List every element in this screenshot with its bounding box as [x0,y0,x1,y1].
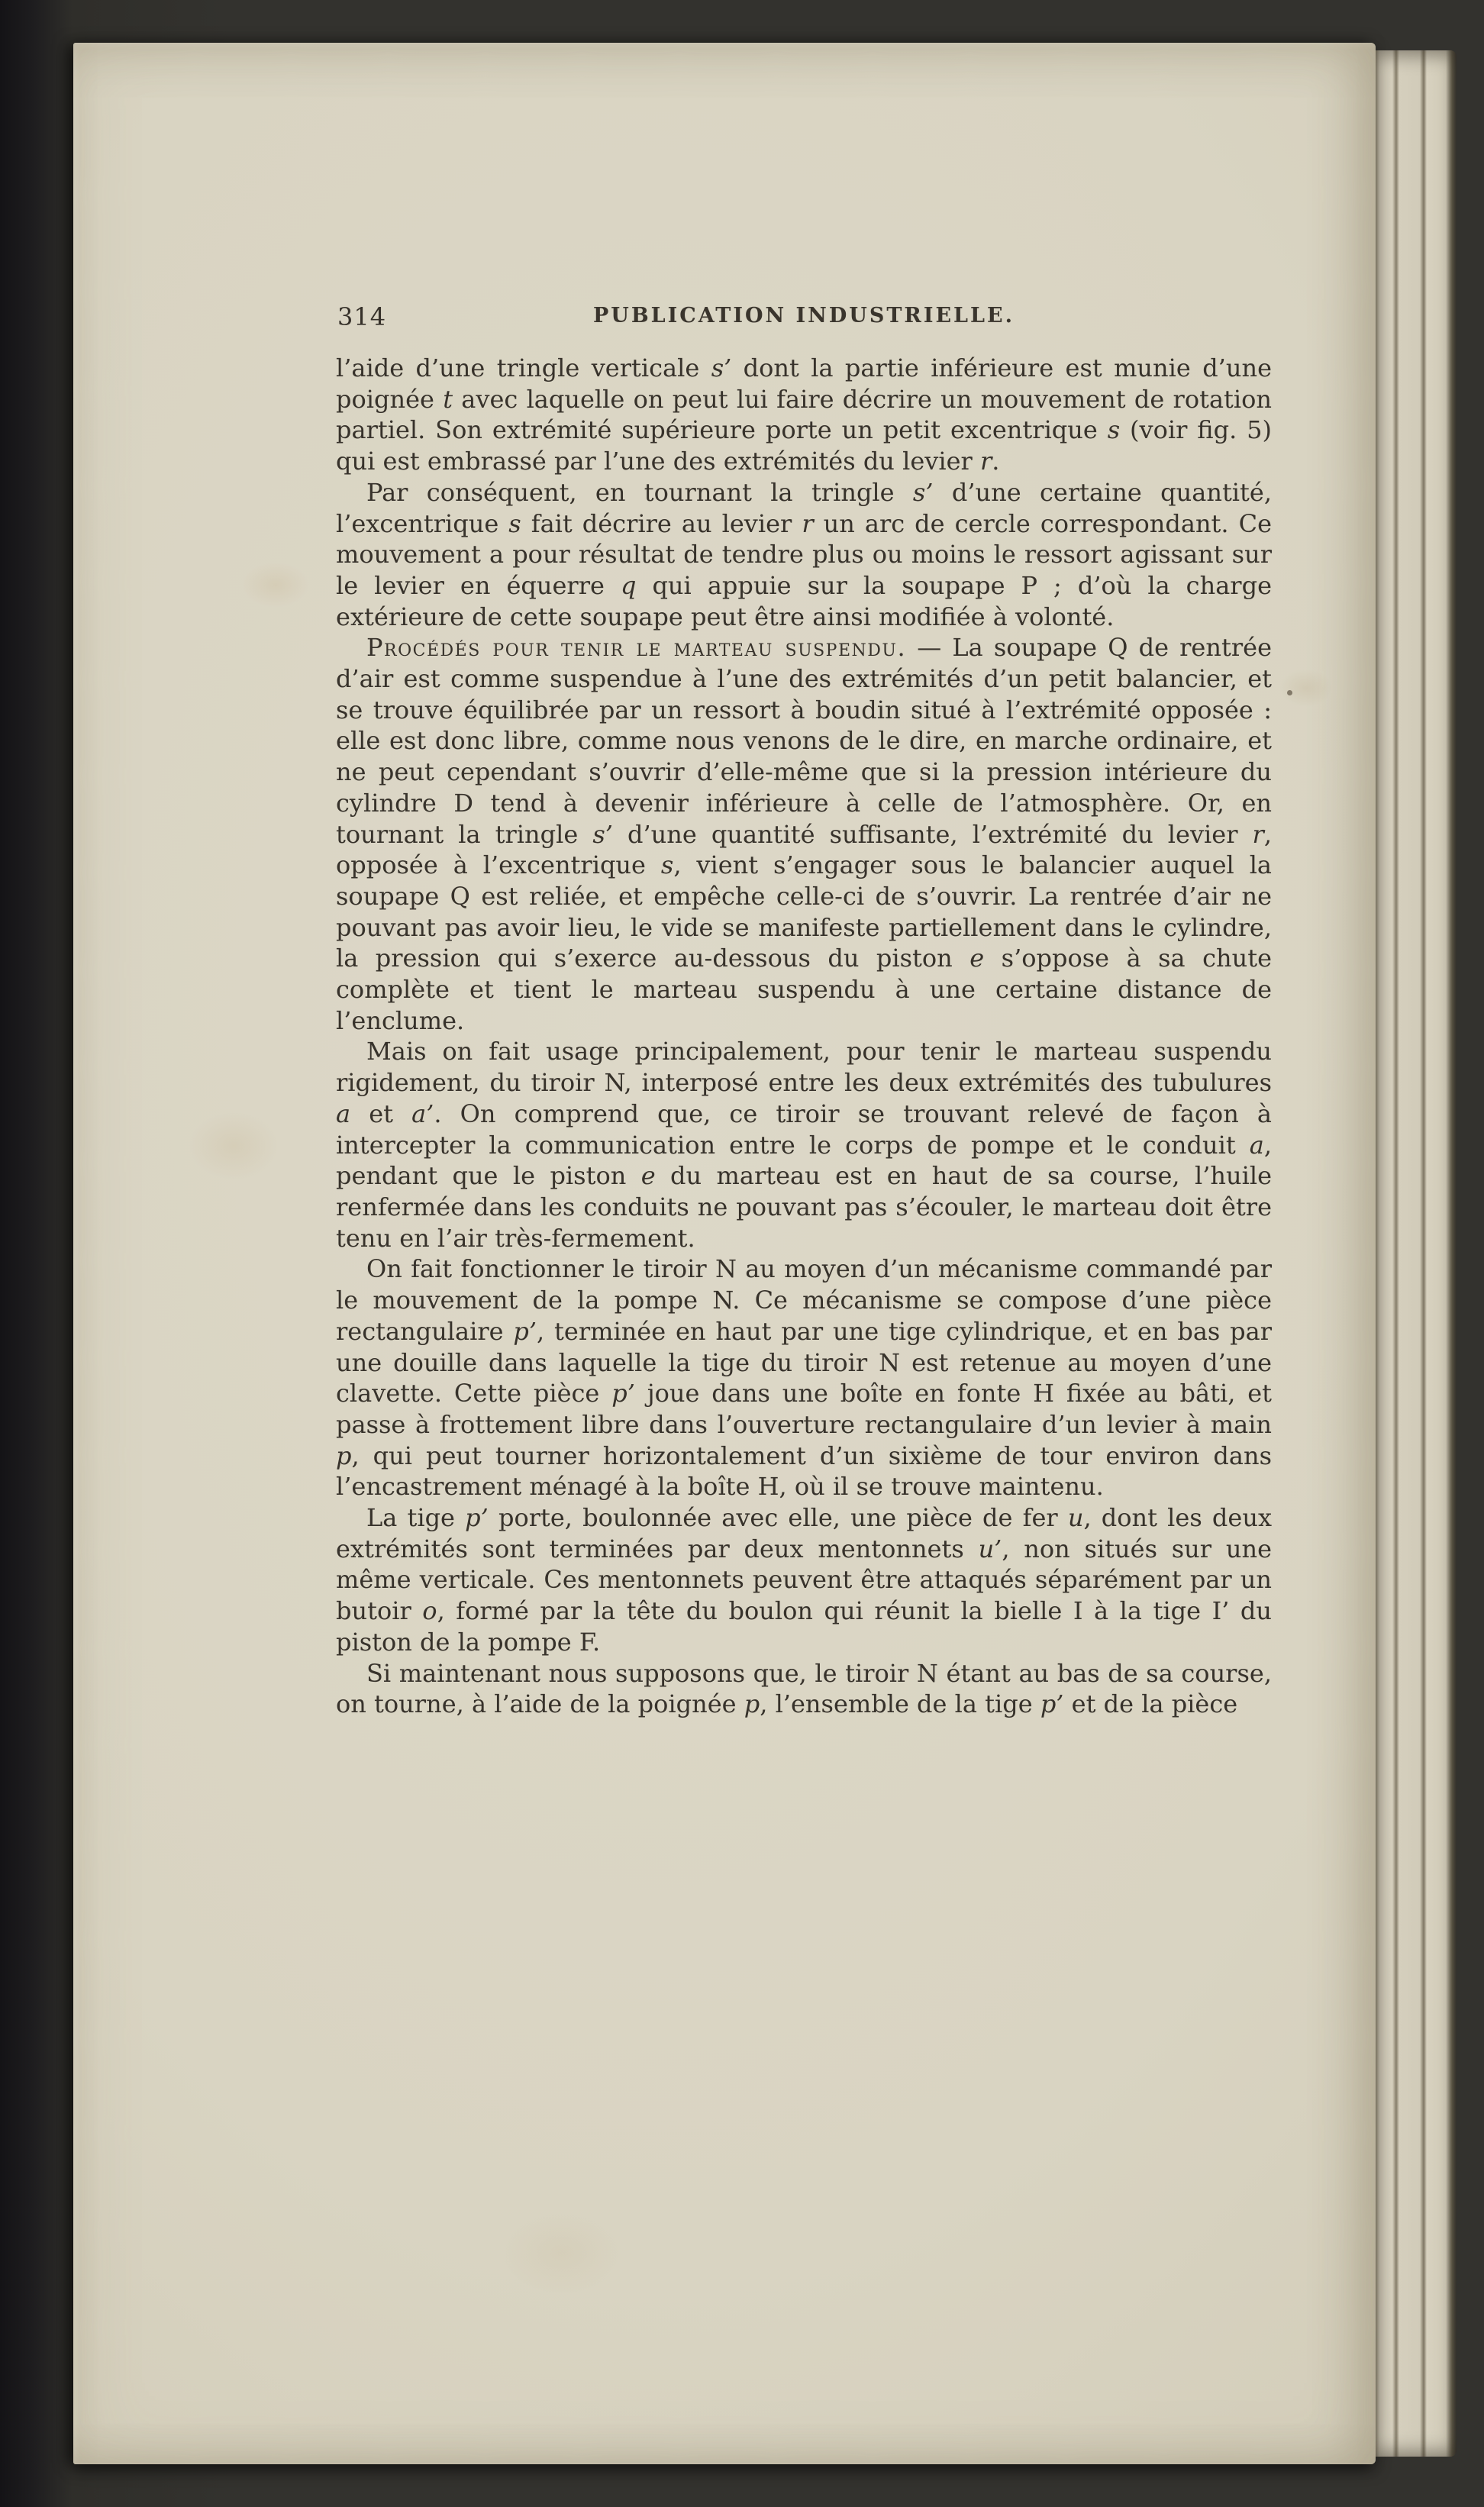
ink-speck [1287,690,1292,695]
running-title: PUBLICATION INDUSTRIELLE. [592,304,1015,327]
paragraph: Par conséquent, en tournant la tringle s’ d’une certaine quantité, l’excentrique s fait décrire au levier r un arc de cercle correspondant. Ce mouvement a pour résultat de tendre plus ou moins le ressort agissant sur le levier en équerre q qui appuie sur la soupape P ; d’où la charge extérieure de cette soupape peut être ainsi modifiée à volonté. [336,477,1273,631]
running-header [336,299,1272,336]
paper-stain [1279,669,1333,707]
paragraph: Si maintenant nous supposons que, le tiroir N étant au bas de sa course, on tourne, à l’aide de la poignée p, l’ensemble de la tige p’ et de la pièce [336,1658,1272,1719]
paragraph: Procédés pour tenir le marteau suspendu. — La soupape Q de rentrée d’air est comme suspendue à l’une des extrémités d’un petit balancier, et se trouve équilibrée par un ressort à boudin situé à l’extrémité opposée : elle est donc libre, comme nous venons de le dire, en marche ordinaire, et ne peut cependant s’ouvrir d’elle-même que si la pression intérieure du cylindre D tend à devenir inférieure à celle de l’atmosphère. Or, en tournant la tringle s’ d’une quantité suffisante, l’extrémité du levier r, opposée à l’excentrique s, vient s’engager sous le balancier auquel la soupape Q est reliée, et empêche celle-ci de s’ouvrir. La rentrée d’air ne pouvant pas avoir lieu, le vide se manifeste partiellement dans le cylindre, la pression qui s’exerce au-dessous du piston e s’oppose à sa chute complète et tient le marteau suspendu à une certaine distance de l’enclume. [336,633,1273,1035]
paragraph: On fait fonctionner le tiroir N au moyen d’un mécanisme commandé par le mouvement de la pompe N. Ce mécanisme se compose d’une pièce rectangulaire p’, terminée en haut par une tige cylindrique, et en bas par une douille dans laquelle la tige du tiroir N est retenue au moyen d’une clavette. Cette pièce p’ joue dans une boîte en fonte H fixée au bâti, et passe à frottement libre dans l’ouverture rectangulaire d’un levier à main p, qui peut tourner horizontalement d’un sixième de tour environ dans l’encastrement ménagé à la boîte H, où il se trouve maintenu. [336,1254,1273,1502]
paragraph: Mais on fait usage principalement, pour tenir le marteau suspendu rigidement, du tiroir N, interposé entre les deux extrémités des tubulures a et a’. On comprend que, ce tiroir se trouvant relevé de façon à intercepter la communication entre le corps de pompe et le conduit a, pendant que le piston e du marteau est en haut de sa course, l’huile renfermée dans les conduits ne pouvant pas s’écouler, le marteau doit être tenu en l’air très-fermement. [336,1037,1273,1253]
paragraph: l’aide d’une tringle verticale s’ dont la partie inférieure est munie d’une poignée t avec laquelle on peut lui faire décrire un mouvement de rotation partiel. Son extrémité supérieure porte un petit excentrique s (voir fig. 5) qui est embrassé par l’une des extrémités du levier r. [336,353,1273,476]
paper-stain [188,1112,279,1180]
paper-stain [241,562,310,608]
page-number: 314 [337,302,387,331]
page-content [336,299,1272,1720]
paragraph: La tige p’ porte, boulonnée avec elle, une pièce de fer u, dont les deux extrémités sont terminées par deux mentonnets u’, non situés sur une même verticale. Ces mentonnets peuvent être attaqués séparément par un butoir o, formé par la tête du boulon qui réunit la bielle I à la tige I’ du piston de la pompe F. [336,1503,1273,1657]
page-body [336,353,1272,1720]
book-page [73,43,1376,2464]
paper-stain [501,2211,623,2295]
book-page-edges [1376,50,1457,2457]
